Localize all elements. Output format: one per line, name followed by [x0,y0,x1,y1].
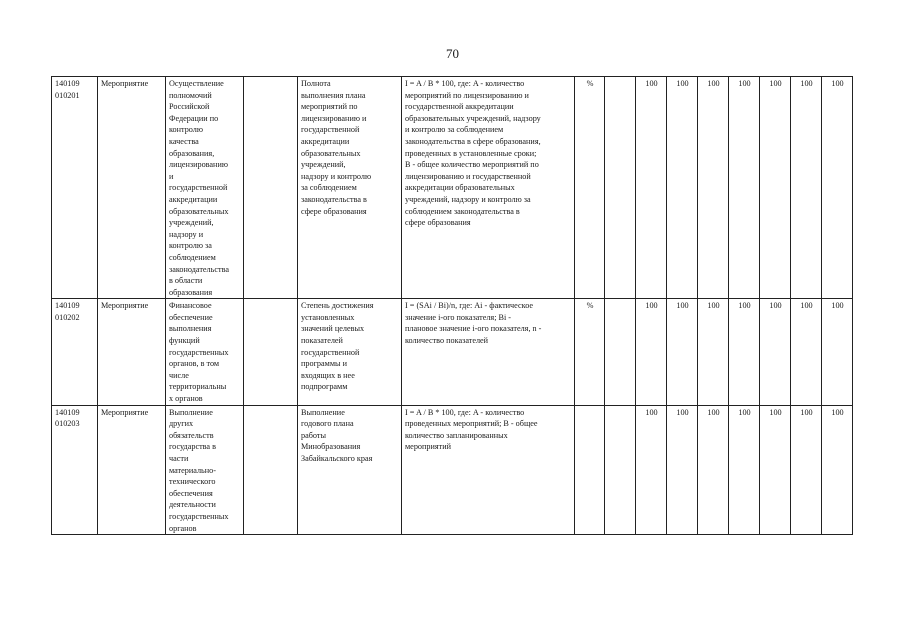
row-value: 100 [760,77,791,299]
row-code: 140109 010202 [52,299,98,405]
page-number: 70 [446,46,459,61]
row-code: 140109 010201 [52,77,98,299]
row-value: 100 [822,299,853,405]
row-extra [244,405,298,535]
row-value: 100 [636,405,667,535]
row-value: 100 [636,299,667,405]
row-value: 100 [760,405,791,535]
row-value: 100 [822,405,853,535]
row-type: Мероприятие [98,299,166,405]
row-value: 100 [822,77,853,299]
row-value: 100 [698,77,729,299]
row-name: Выполнение других обязательств государства в части материально- технического обеспечения деятельности государственных органов [166,405,244,535]
row-unit [575,405,605,535]
row-formula: I = (SAi / Bi)/n, где: Ai - фактическое значение i-ого показателя; Bi - плановое значение i-ого показателя, n - количество показателей [402,299,575,405]
row-value: 100 [667,77,698,299]
row-indicator: Полнота выполнения плана мероприятий по лицензированию и государственной аккредитации образовательных учреждений, надзору и контролю за соблюдением законодательства в сфере образования [298,77,402,299]
row-value: 100 [667,299,698,405]
row-value: 100 [729,405,760,535]
row-extra [244,299,298,405]
row-value: 100 [667,405,698,535]
row-value: 100 [791,77,822,299]
row-value: 100 [636,77,667,299]
table-row [52,405,853,535]
row-blank [605,77,636,299]
row-value: 100 [791,405,822,535]
row-value: 100 [729,77,760,299]
row-name: Финансовое обеспечение выполнения функций государственных органов, в том числе территориальны х органов [166,299,244,405]
row-indicator: Выполнение годового плана работы Минобразования Забайкальского края [298,405,402,535]
row-value: 100 [729,299,760,405]
row-code: 140109 010203 [52,405,98,535]
table-row [52,77,853,299]
row-indicator: Степень достижения установленных значений целевых показателей государственной программы и входящих в нее подпрограмм [298,299,402,405]
indicator-table [51,76,853,535]
row-blank [605,299,636,405]
row-value: 100 [698,405,729,535]
row-name: Осуществление полномочий Российской Федерации по контролю качества образования, лицензированию и государственной аккредитации образовательных учреждений, надзору и контролю за соблюдением законодательства в области образования [166,77,244,299]
row-formula: I = A / B * 100, где: A - количество проведенных мероприятий; B - общее количество запланированных мероприятий [402,405,575,535]
row-unit: % [575,77,605,299]
row-value: 100 [760,299,791,405]
row-unit: % [575,299,605,405]
row-formula: I = A / B * 100, где: A - количество мероприятий по лицензированию и государственной аккредитации образовательных учреждений, надзору и контролю за соблюдением законодательства в сфере образования, проведенных в установленные сроки; B - общее количество мероприятий по лицензированию и государственной аккредитации образовательных учреждений, надзору и контролю за соблюдением законодательства в сфере образования [402,77,575,299]
row-value: 100 [791,299,822,405]
row-value: 100 [698,299,729,405]
row-blank [605,405,636,535]
row-extra [244,77,298,299]
row-type: Мероприятие [98,405,166,535]
table-row [52,299,853,405]
row-type: Мероприятие [98,77,166,299]
